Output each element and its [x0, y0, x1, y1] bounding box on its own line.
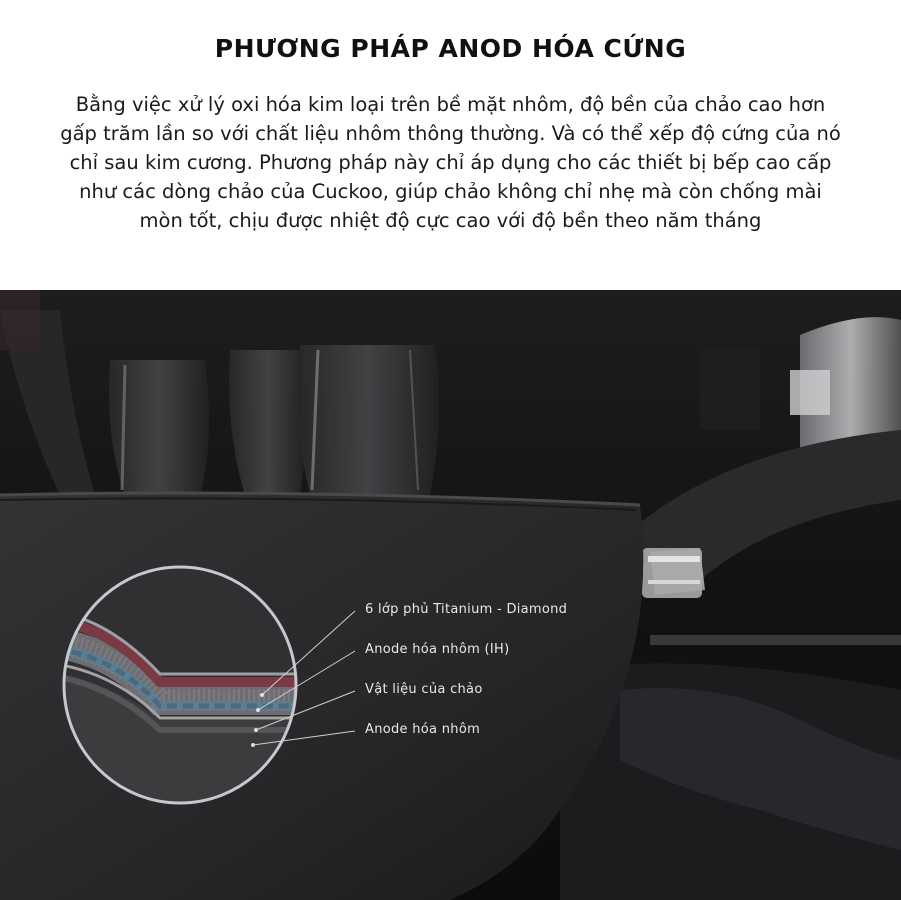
description-text: Bằng việc xử lý oxi hóa kim loại trên bề mặt nhôm, độ bền của chảo cao hơn gấp trăm lần so với chất liệu nhôm thông thường. Và có thể xếp độ cứng của nó chỉ sau kim cương. Phương pháp này chỉ áp dụng cho các thiết bị bếp cao cấp như các dòng chảo của Cuckoo, giúp chảo không chỉ nhẹ mà còn chống mài mòn tốt, chịu được nhiệt độ cực cao với độ bền theo năm tháng: [60, 93, 841, 232]
layer-label-pan-material: Vật liệu của chảo: [365, 682, 483, 697]
layer-label-titanium-diamond: 6 lớp phủ Titanium - Diamond: [365, 602, 568, 617]
page-title: PHƯƠNG PHÁP ANOD HÓA CỨNG: [214, 34, 687, 63]
layer-label-anode-ih: Anode hóa nhôm (IH): [365, 642, 510, 657]
layer-labels: [0, 290, 901, 900]
header-section: [0, 0, 901, 290]
pan-photo: [0, 290, 901, 900]
layer-label-anode: Anode hóa nhôm: [365, 722, 481, 737]
